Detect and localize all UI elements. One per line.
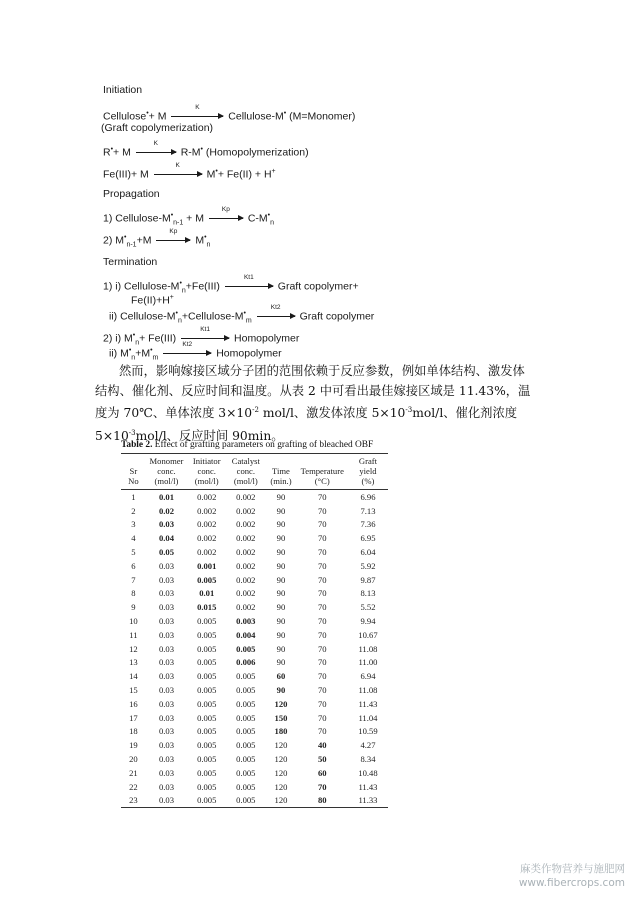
table-cell: 0.002: [197, 533, 217, 544]
table-cell: 0.04: [158, 533, 174, 544]
table-cell: 0.015: [197, 602, 217, 613]
table-cell: 0.03: [158, 574, 174, 585]
table-cell: 80: [297, 794, 348, 808]
table-header-text: yield: [359, 466, 377, 476]
table-cell: 50: [317, 754, 327, 765]
table-row: [121, 573, 388, 587]
table-header-text: (%): [361, 476, 375, 486]
table-cell: 70: [317, 602, 327, 613]
table-cell: 0.005: [236, 726, 256, 737]
table-cell: 0.005: [197, 643, 217, 654]
table-cell: 90: [276, 574, 286, 585]
table-row: [121, 642, 388, 656]
table-cell: 5.52: [360, 602, 376, 613]
termination-heading: Termination: [103, 256, 158, 268]
termination-eq-1-cont: Fe(II)+H+: [131, 294, 174, 307]
table-cell: 11.00: [358, 657, 378, 668]
table-row: [121, 656, 388, 670]
table-cell: 70: [317, 671, 327, 682]
table-header-text: Graft: [358, 456, 378, 466]
table-header-text: (mol/l): [194, 476, 219, 486]
initiation-eq-1-note: (Graft copolymerization): [101, 122, 214, 134]
grafting-parameters-table: [121, 453, 388, 808]
table-row: [121, 752, 388, 766]
table-cell: 0.03: [158, 740, 174, 751]
table-cell: 0.002: [236, 574, 256, 585]
paragraph-line-2: 结构、催化剂、反应时间和温度。从表 2 中可看出最佳嫁接区域是 11.43%，温: [95, 383, 531, 398]
paragraph-line-3: 度为 70℃、单体浓度 $3\times 10^{-2}$ mol/l、激发体浓度 $5\times 10^{-3}mol/l$、催化剂浓度: [95, 406, 518, 421]
table-cell: 6.95: [360, 533, 376, 544]
table-cell: 70: [317, 588, 327, 599]
table-cell: 0.005: [236, 671, 256, 682]
table-cell: 0.03: [158, 629, 174, 640]
initiation-eq-1: Cellulose•+ M K Cellulose-M• (M=Monomer): [103, 103, 356, 123]
table-cell: 70: [317, 533, 327, 544]
table-cell: 90: [276, 547, 286, 558]
reaction-mechanism-figure: [101, 80, 403, 362]
table-row: [121, 780, 388, 794]
table-cell: 0.004: [236, 629, 256, 640]
table-cell: 0.005: [197, 698, 217, 709]
table-row: [121, 766, 388, 780]
table-cell: 90: [276, 685, 286, 696]
table-cell: 0.005: [197, 754, 217, 765]
table-cell: 1: [131, 491, 136, 502]
table-cell: 150: [274, 712, 288, 723]
table-cell: 0.002: [197, 505, 217, 516]
table-cell: 0.03: [158, 698, 174, 709]
table-cell: 0.03: [158, 781, 174, 792]
table-cell: 0.005: [226, 794, 265, 808]
table-cell: 0.03: [158, 671, 174, 682]
table-cell: 0.01: [199, 588, 215, 599]
table-cell: 0.03: [158, 602, 174, 613]
table-header-text: conc.: [157, 466, 176, 476]
table-cell: 120: [274, 767, 288, 778]
termination-eq-1: 1) i) Cellulose-$M^•_n+Fe(III)$ Kt1 Graft copolymer+: [103, 273, 359, 295]
table-cell: 0.005: [236, 685, 256, 696]
propagation-eq-1: 1) Cellulose-$M^•_{n-1} + M$ Kp $C-M^•_n$: [103, 205, 275, 227]
table-cell: 5: [131, 547, 136, 558]
table-header-cell: [348, 454, 388, 490]
table-cell: 23: [121, 794, 146, 808]
table-cell: 9: [131, 602, 136, 613]
table-cell: 21: [129, 767, 138, 778]
table-cell: 11: [129, 629, 138, 640]
table-cell: 70: [317, 547, 327, 558]
table-row: [121, 545, 388, 559]
table-cell: 120: [265, 794, 296, 808]
table-row: [121, 628, 388, 642]
site-watermark: 麻类作物营养与施肥网 www.fibercrops.com: [518, 863, 625, 889]
table-header-text: Sr: [129, 466, 138, 476]
table-header-text: conc.: [197, 466, 216, 476]
table-cell: 8.13: [360, 588, 376, 599]
table-cell: 6: [131, 560, 136, 571]
table-cell: 70: [317, 712, 327, 723]
table-cell: 0.03: [158, 767, 174, 778]
table-cell: 11.08: [358, 643, 378, 654]
table-cell: 120: [274, 698, 288, 709]
table-header-text: Catalyst: [231, 456, 260, 466]
table-cell: 0.005: [197, 574, 217, 585]
table-cell: 5.92: [360, 560, 376, 571]
table-cell: 10: [129, 616, 138, 627]
table-cell: 0.03: [146, 794, 187, 808]
table-cell: 90: [276, 629, 286, 640]
table-row: [121, 504, 388, 518]
initiation-eq-2: R•+ M K R-M• (Homopolymerization): [103, 139, 309, 159]
table-cell: 60: [276, 671, 286, 682]
table-cell: 0.002: [197, 519, 217, 530]
table-cell: 0.03: [158, 657, 174, 668]
table-header-cell: [297, 454, 348, 490]
table-header-text: (mol/l): [154, 476, 179, 486]
table-cell: 7.13: [360, 505, 376, 516]
table-header-text: Initiator: [192, 456, 221, 466]
table-cell: 90: [276, 560, 286, 571]
table-cell: 90: [276, 519, 286, 530]
table-cell: 0.03: [158, 712, 174, 723]
table-cell: 22: [129, 781, 138, 792]
table-cell: 7.36: [360, 519, 376, 530]
table-cell: 0.005: [197, 671, 217, 682]
table-cell: 0.002: [236, 533, 256, 544]
table-cell: 0.005: [197, 657, 217, 668]
table-row: [121, 669, 388, 683]
table-cell: 70: [317, 560, 327, 571]
table-cell: 11.08: [358, 685, 378, 696]
table-header-cell: [226, 454, 265, 490]
table-cell: 0.002: [236, 519, 256, 530]
table-cell: 0.002: [236, 491, 256, 502]
table-cell: 180: [274, 726, 288, 737]
table-row: [121, 490, 388, 504]
table-cell: 90: [276, 657, 286, 668]
termination-eq-2: ii) Cellulose-$M^•_n+Cellulose-M^•_m$ Kt2 Graft copolymer: [109, 303, 375, 325]
table-cell: 7: [131, 574, 136, 585]
table-row: [121, 738, 388, 752]
table-cell: 0.005: [236, 767, 256, 778]
table-header-text: Monomer: [149, 456, 184, 466]
table-cell: 70: [317, 629, 327, 640]
table-cell: 60: [317, 767, 327, 778]
table-cell: 90: [276, 602, 286, 613]
table-cell: 40: [317, 740, 327, 751]
table-cell: 0.03: [158, 754, 174, 765]
table-cell: 70: [317, 781, 327, 792]
table-cell: 0.005: [197, 685, 217, 696]
table-cell: 6.96: [360, 491, 376, 502]
table-cell: 0.005: [236, 643, 256, 654]
table-cell: 12: [129, 643, 138, 654]
table-cell: 6.94: [360, 671, 376, 682]
table-cell: 0.005: [197, 726, 217, 737]
table-cell: 0.005: [197, 616, 217, 627]
table-cell: 70: [317, 505, 327, 516]
table-header-cell: [146, 454, 187, 490]
table-cell: 0.02: [158, 505, 174, 516]
table-cell: 0.002: [236, 505, 256, 516]
propagation-heading: Propagation: [103, 188, 160, 200]
table-cell: 70: [317, 698, 327, 709]
table-caption: Table 2. Effect of grafting parameters on grafting of bleached OBF: [121, 440, 374, 450]
table-header-text: Time: [272, 466, 290, 476]
table-cell: 0.005: [236, 740, 256, 751]
table-cell: 0.005: [197, 781, 217, 792]
table-header-text: No: [128, 476, 139, 486]
table-cell: 11.43: [358, 698, 378, 709]
table-cell: 0.005: [187, 794, 226, 808]
table-cell: 70: [317, 519, 327, 530]
table-row: [121, 518, 388, 532]
table-cell: 0.005: [236, 698, 256, 709]
table-header-cell: [265, 454, 296, 490]
table-cell: 70: [317, 657, 327, 668]
table-row: [121, 614, 388, 628]
table-header-text: (mol/l): [233, 476, 258, 486]
table-cell: 70: [317, 574, 327, 585]
table-cell: 9.87: [360, 574, 376, 585]
table-cell: 10.59: [358, 726, 378, 737]
table-cell: 0.005: [197, 629, 217, 640]
table-cell: 120: [274, 754, 288, 765]
table-row: [121, 794, 388, 808]
body-paragraph: [95, 362, 545, 446]
initiation-heading: Initiation: [103, 84, 143, 96]
table-cell: 0.05: [158, 547, 174, 558]
table-cell: 10.48: [358, 767, 378, 778]
table-cell: 11.04: [358, 712, 378, 723]
table-cell: 19: [129, 740, 138, 751]
table-cell: 0.006: [236, 657, 256, 668]
table-cell: 90: [276, 616, 286, 627]
table-cell: 0.03: [158, 519, 174, 530]
table-cell: 0.03: [158, 685, 174, 696]
table-cell: 3: [131, 519, 136, 530]
table-cell: 0.01: [158, 491, 174, 502]
table-cell: 0.002: [197, 547, 217, 558]
table-cell: 70: [317, 616, 327, 627]
paragraph-line-4: $5\times 10^{-3}mol/l$、反应时间 90min。: [95, 428, 284, 443]
table-cell: 17: [129, 712, 138, 723]
table-cell: 10.67: [358, 629, 378, 640]
table-cell: 90: [276, 533, 286, 544]
table-cell: 4: [131, 533, 136, 544]
table-cell: 0.002: [236, 560, 256, 571]
table-row: [121, 559, 388, 573]
table-cell: 0.001: [197, 560, 217, 571]
table-cell: 6.04: [360, 547, 376, 558]
table-cell: 0.005: [197, 767, 217, 778]
table-cell: 0.005: [236, 754, 256, 765]
table-cell: 8: [131, 588, 136, 599]
table-cell: 90: [276, 643, 286, 654]
table-header-text: (min.): [270, 476, 292, 486]
table-cell: 0.002: [236, 602, 256, 613]
table-row: [121, 683, 388, 697]
initiation-eq-3: Fe(III)+ M K M•+ Fe(II) + H+: [103, 161, 276, 181]
table-cell: 0.005: [236, 712, 256, 723]
table-cell: 120: [274, 781, 288, 792]
table-cell: 0.005: [236, 781, 256, 792]
table-cell: 0.03: [158, 643, 174, 654]
table-cell: 14: [129, 671, 138, 682]
table-cell: 0.03: [158, 588, 174, 599]
table-cell: 70: [317, 685, 327, 696]
table-cell: 90: [276, 588, 286, 599]
table-cell: 0.002: [236, 588, 256, 599]
table-cell: 90: [276, 491, 286, 502]
table-cell: 0.003: [236, 616, 256, 627]
table-cell: 11.43: [358, 781, 378, 792]
termination-eq-4: ii) $M^•_n+M^•_m$ Kt2 Homopolymer: [109, 340, 282, 362]
table-cell: 0.005: [197, 712, 217, 723]
propagation-eq-2: 2) $M^•_{n-1}+M$ Kp $M^•_n$: [103, 227, 211, 249]
table-row: [121, 725, 388, 739]
table-header-text: Temperature: [300, 466, 344, 476]
table-cell: 15: [129, 685, 138, 696]
table-cell: 8.34: [360, 754, 376, 765]
table-cell: 11.33: [348, 794, 388, 808]
table-row: [121, 711, 388, 725]
table-cell: 0.03: [158, 726, 174, 737]
paragraph-line-1: 然而，影响嫁接区域分子团的范围依赖于反应参数，例如单体结构、激发体: [119, 364, 525, 378]
table-cell: 0.005: [197, 740, 217, 751]
table-cell: 0.002: [236, 547, 256, 558]
table-cell: 0.002: [197, 491, 217, 502]
table-cell: 0.03: [158, 560, 174, 571]
table-cell: 90: [276, 505, 286, 516]
table-cell: 13: [129, 657, 138, 668]
table-cell: 2: [131, 505, 136, 516]
table-header-cell: [121, 454, 146, 490]
table-cell: 20: [129, 754, 138, 765]
table-cell: 120: [274, 740, 288, 751]
table-cell: 16: [129, 698, 138, 709]
table-header-row: [121, 454, 388, 490]
table-row: [121, 587, 388, 601]
table-cell: 9.94: [360, 616, 376, 627]
table-cell: 18: [129, 726, 138, 737]
table-row: [121, 697, 388, 711]
table-cell: 70: [317, 726, 327, 737]
table-row: [121, 600, 388, 614]
table-header-cell: [187, 454, 226, 490]
table-cell: 4.27: [360, 740, 376, 751]
table-cell: 0.03: [158, 616, 174, 627]
table-cell: 70: [317, 491, 327, 502]
termination-eq-3: 2) i) $M^•_n+ Fe(III)$ Kt1 Homopolymer: [103, 325, 300, 347]
table-header-text: (°C): [314, 476, 330, 486]
table-cell: 70: [317, 643, 327, 654]
table-header-text: conc.: [236, 466, 255, 476]
table-row: [121, 531, 388, 545]
